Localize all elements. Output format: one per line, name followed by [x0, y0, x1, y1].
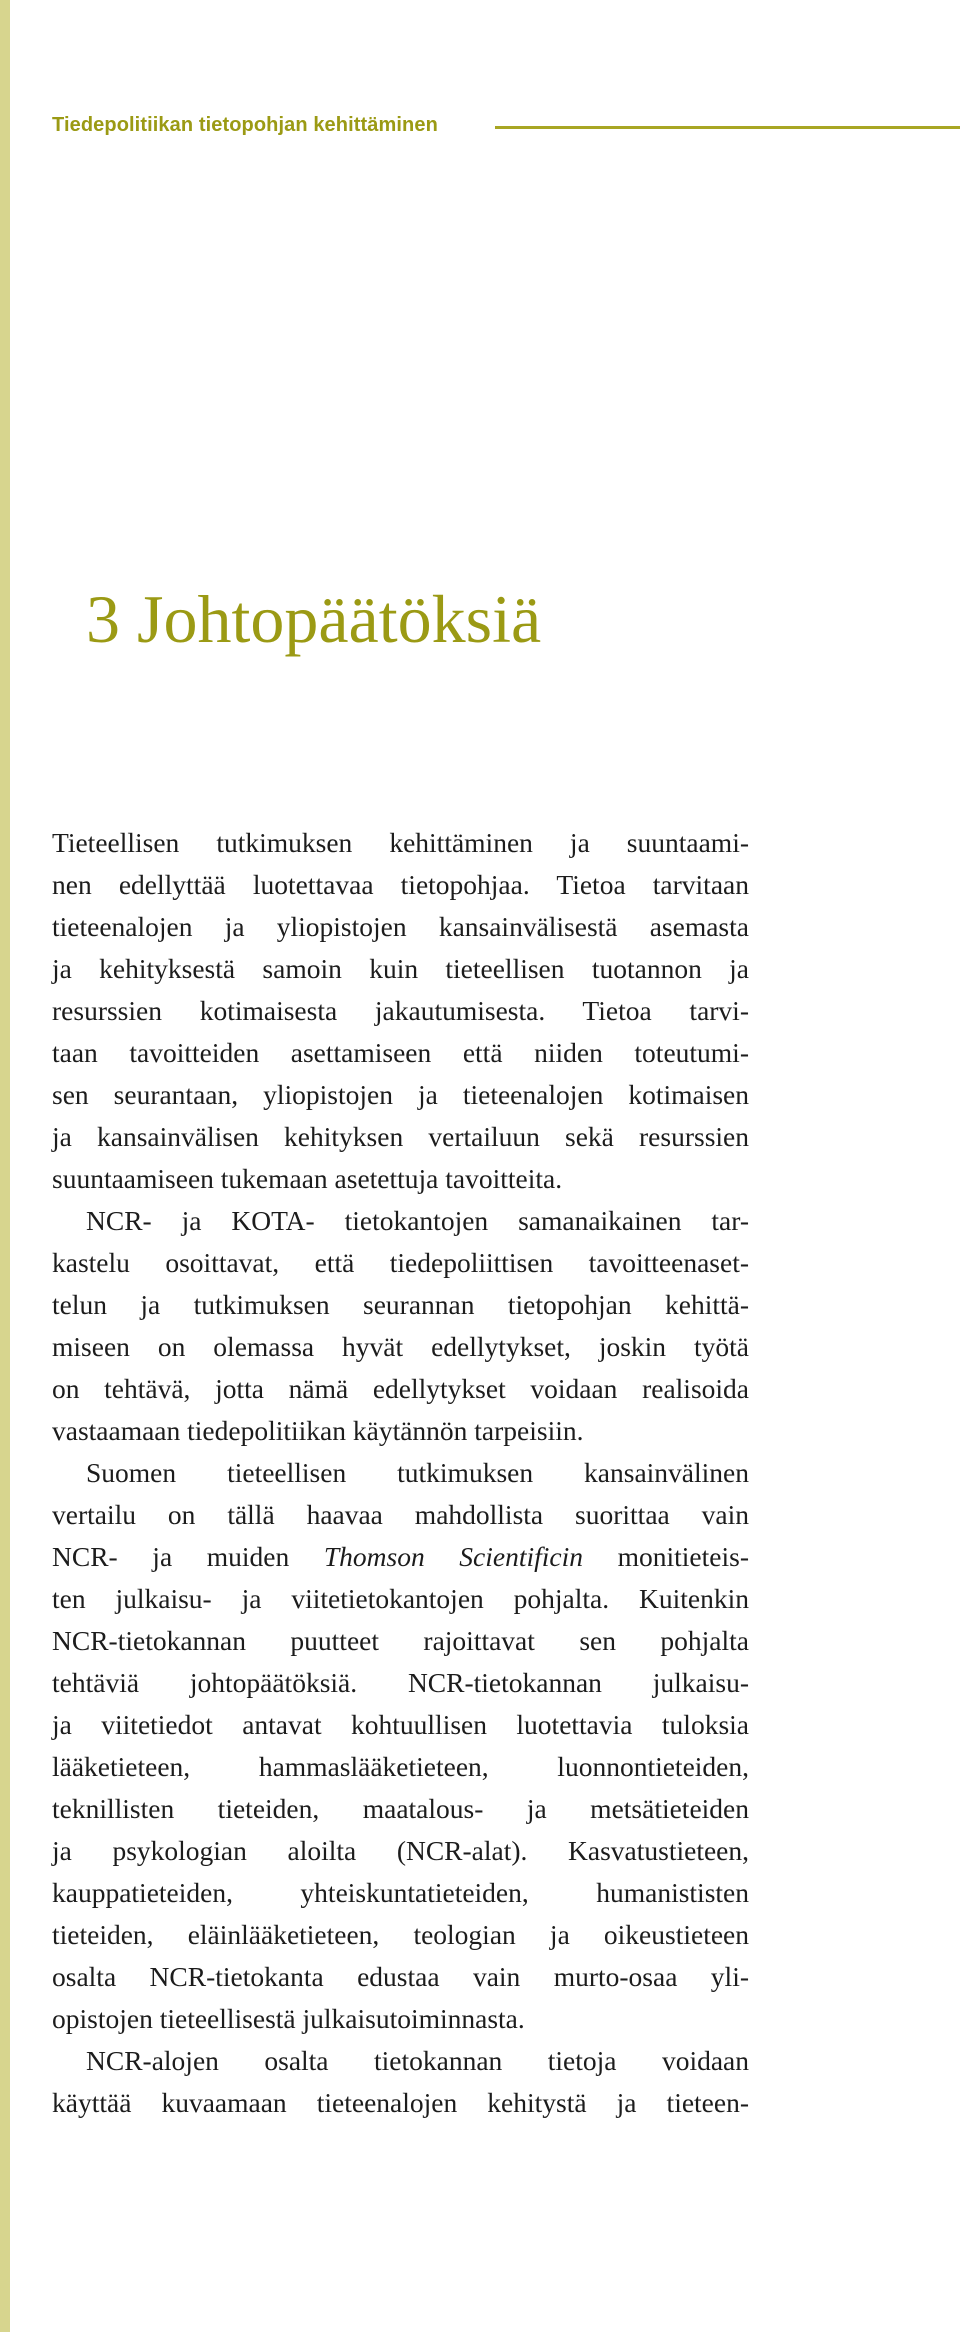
text-line: tieteenalojen ja yliopistojen kansainvälisestä asemasta [52, 911, 749, 942]
text-line: on tehtävä, jotta nämä edellytykset voidaan realisoida [52, 1373, 749, 1404]
text-line: NCR- ja KOTA- tietokantojen samanaikainen tar- [86, 1205, 749, 1236]
text-line: tieteiden, eläinlääketieteen, teologian ja oikeustieteen [52, 1919, 749, 1950]
text-line: telun ja tutkimuksen seurannan tietopohjan kehittä- [52, 1289, 749, 1320]
text-line: osalta NCR-tietokanta edustaa vain murto-osaa yli- [52, 1961, 749, 1992]
text-line: käyttää kuvaamaan tieteenalojen kehitystä ja tieteen- [52, 2087, 749, 2118]
text-line: resurssien kotimaisesta jakautumisesta. Tietoa tarvi- [52, 995, 749, 1026]
header-rule [495, 126, 960, 129]
text-line: kastelu osoittavat, että tiedepoliittisen tavoitteenaset- [52, 1247, 749, 1278]
text-line: ja viitetiedot antavat kohtuullisen luotettavia tuloksia [52, 1709, 749, 1740]
text-line: teknillisten tieteiden, maatalous- ja metsätieteiden [52, 1793, 749, 1824]
text-line: miseen on olemassa hyvät edellytykset, joskin työtä [52, 1331, 749, 1362]
text-line: sen seurantaan, yliopistojen ja tieteenalojen kotimaisen [52, 1079, 749, 1110]
text-line: vertailu on tällä haavaa mahdollista suorittaa vain [52, 1499, 749, 1530]
text-line: suuntaamiseen tukemaan asetettuja tavoitteita. [52, 1163, 563, 1194]
text-line: NCR-alojen osalta tietokannan tietoja voidaan [86, 2045, 749, 2076]
text-line-with-italic [52, 1536, 749, 1578]
text-line: taan tavoitteiden asettamiseen että niiden toteutumi- [52, 1037, 749, 1068]
text-line: NCR-tietokannan puutteet rajoittavat sen pohjalta [52, 1625, 749, 1656]
running-header: Tiedepolitiikan tietopohjan kehittäminen [52, 114, 438, 136]
text-line: ja kansainvälisen kehityksen vertailuun sekä resurssien [52, 1121, 749, 1152]
text-segment: NCR- ja muiden [52, 1541, 324, 1572]
text-line: nen edellyttää luotettavaa tietopohjaa. Tietoa tarvitaan [52, 869, 749, 900]
text-line: Suomen tieteellisen tutkimuksen kansainvälinen [86, 1457, 749, 1488]
text-line: vastaamaan tiedepolitiikan käytännön tarpeisiin. [52, 1415, 584, 1446]
body-text [52, 822, 749, 2124]
text-line: ten julkaisu- ja viitetietokantojen pohjalta. Kuitenkin [52, 1583, 749, 1614]
text-line: Tieteellisen tutkimuksen kehittäminen ja suuntaami- [52, 827, 749, 858]
italic-database-name: Thomson Scientificin [323, 1541, 584, 1572]
text-line: ja psykologian aloilta (NCR-alat). Kasvatustieteen, [52, 1835, 749, 1866]
chapter-title: 3 Johtopäätöksiä [86, 581, 542, 657]
text-line: opistojen tieteellisestä julkaisutoiminnasta. [52, 2003, 525, 2034]
text-segment: monitieteis- [583, 1541, 749, 1572]
text-line: ja kehityksestä samoin kuin tieteellisen tuotannon ja [52, 953, 749, 984]
text-line: tehtäviä johtopäätöksiä. NCR-tietokannan julkaisu- [52, 1667, 749, 1698]
text-line: kauppatieteiden, yhteiskuntatieteiden, humanististen [52, 1877, 749, 1908]
side-accent-bar [0, 0, 10, 2332]
text-line: lääketieteen, hammaslääketieteen, luonnontieteiden, [52, 1751, 749, 1782]
